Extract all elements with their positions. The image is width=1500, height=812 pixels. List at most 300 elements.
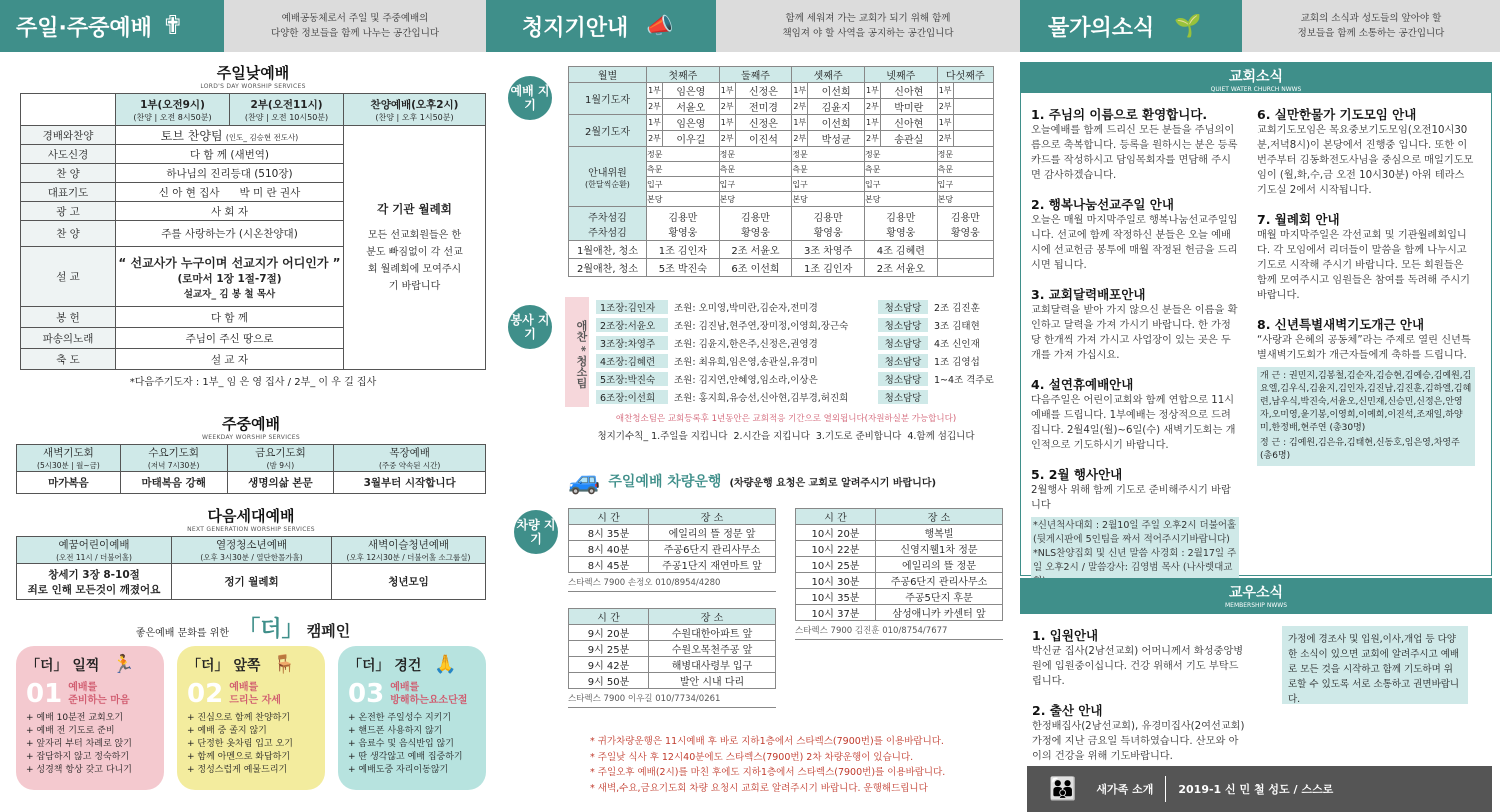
news-heading: 2. 행복나눔선교주일 안내 <box>1031 197 1174 212</box>
post: 정문 <box>864 147 937 162</box>
role: 청소담당 <box>878 300 928 314</box>
row-label: 광 고 <box>21 202 116 221</box>
card-item: + 핸드폰 사용하지 않기 <box>348 726 443 736</box>
cell: 2조 서윤오 <box>719 241 792 259</box>
bu: 2부 <box>864 99 880 115</box>
car-note: * 새벽,수요,금요기도회 차량 요청시 교회로 알려주시기 바랍니다. 운행해드립니다 <box>590 782 928 794</box>
col-sub: (오전 11시 / 더불어홀) <box>56 553 132 562</box>
col-head: 시 간 <box>796 509 876 525</box>
members: 조원: 김윤지,한은주,신정은,권영경 <box>674 339 818 350</box>
row-label: 파송의노래 <box>21 328 116 349</box>
row-value: 주님이 주신 땅으로 <box>116 328 344 349</box>
nextgen-service <box>16 505 486 600</box>
col-head: 다섯째주 <box>937 67 993 83</box>
attendance-box <box>1257 367 1475 466</box>
bu: 1부 <box>937 115 953 131</box>
cell <box>953 83 993 99</box>
team: 4조장:김혜련 <box>596 354 668 368</box>
campaign-title <box>0 612 486 643</box>
attendance: 개 근 : 권민지,김봉철,김순자,김승현,김예승,김예원,김요엘,김우식,김윤지,김인자,김진남,김진훈,김하엘,김혜련,남우식,박진숙,서윤오,신민재,신승민,신정은,안영자,오미영,윤기봉,이영희,이예희,이진석,조재일,하양미,한정배,현주연 (총30명) <box>1260 371 1472 433</box>
col-head: 예꿈어린이예배 <box>58 539 130 551</box>
cell: 10시 35분 <box>796 589 876 605</box>
cell: 주공6단지 관리사무소 <box>876 573 1003 589</box>
usher-circle: 예배 지기 <box>508 76 552 120</box>
cell: 신아현 <box>880 115 937 131</box>
car-note: * 주일낮 식사 후 12시40분에도 스타렉스(7900번) 2차 차량운행이 있습니다. <box>590 751 914 763</box>
cell-value: 죄로 인해 모든것이 깨졌어요 <box>27 583 161 596</box>
bu: 2부 <box>647 131 663 147</box>
section-subtitle: LORD'S DAY WORSHIP SERVICES <box>200 83 306 90</box>
card-item: + 음료수 및 음식반입 않기 <box>348 739 454 749</box>
service-row <box>596 388 1006 406</box>
section-title: 다음세대예배 <box>207 507 295 525</box>
driver: 스타렉스 7900 이우길 010/7734/0261 <box>568 689 776 708</box>
post: 입구 <box>647 177 720 192</box>
post: 본당 <box>647 192 720 207</box>
col-head: 수요기도회 <box>148 447 200 459</box>
cell <box>937 241 993 259</box>
col-head: 장 소 <box>649 609 776 625</box>
bu: 2부 <box>719 131 735 147</box>
row-value: 하나님의 진리등대 (510장) <box>116 164 344 183</box>
row-extra: (인도_ 김승현 전도사) <box>225 132 299 142</box>
cell: 1조 김인자 <box>792 259 865 277</box>
attendance: 정 근 : 김예원,김은유,김태현,신동호,임은영,차영주 (총6명) <box>1260 438 1460 461</box>
section-title: 주중예배 <box>222 415 280 433</box>
member-title: 교우소식 <box>1228 585 1284 601</box>
bu: 1부 <box>864 115 880 131</box>
cell: 2조 서윤오 <box>864 259 937 277</box>
col-head: 넷째주 <box>864 67 937 83</box>
section-subtitle: WEEKDAY WORSHIP SERVICES <box>202 434 300 441</box>
car-circle: 차량 지기 <box>514 510 558 554</box>
cell: 10시 20분 <box>796 525 876 541</box>
col-head: 열정청소년예배 <box>215 539 287 551</box>
newfamily-label: 새가족 소개 <box>1096 783 1154 796</box>
next-prayer: *다음주기도자 : 1부_ 임 은 영 집사 / 2부_ 이 우 길 집사 <box>129 377 377 388</box>
news-body: 매월 마지막주일은 각선교회 및 기관월례회입니다. 각 모임에서 리더들이 말씀을 함께 나누시고 기도로 시작해 주시기 바랍니다. 모든 회원들은 함께 모여주시고 임원들은 참여를 독려해 주시기 바랍니다. <box>1257 230 1471 301</box>
car-note: * 귀가차량운행은 11시예배 후 바로 지하1층에서 스타렉스(7900번)를 이용바랍니다. <box>590 736 944 747</box>
member-col-left <box>1020 614 1258 764</box>
cell <box>953 131 993 147</box>
card-h: 드리는 자세 <box>229 695 281 706</box>
cell: 김용만 <box>886 212 916 224</box>
row-value: 주를 사랑하는가 (시온찬양대) <box>116 221 344 247</box>
news-heading: 1. 주님의 이름으로 환영합니다. <box>1031 107 1208 122</box>
bu: 2부 <box>647 99 663 115</box>
news-body: 다음주일은 어린이교회와 함께 연합으로 11시예배를 드립니다. 1부예배는 정상적으로 드려집니다. 2월4일(월)~6일(수) 새벽기도회는 개인적으로 기도하시기 바랍니다. <box>1031 395 1236 451</box>
col-sub: (찬양 | 오전 10시50분) <box>244 112 329 122</box>
card-word: 일찍 <box>72 658 100 674</box>
row-value: 신 아 현 집사 박 미 란 권사 <box>116 183 344 202</box>
news-heading: 8. 신년특별새벽기도개근 안내 <box>1257 317 1425 332</box>
card-item: + 예배 10분전 교회오기 <box>26 713 124 723</box>
cell: 9시 42분 <box>569 657 649 673</box>
col-sub: (밤 9시) <box>266 461 295 470</box>
col-sub: (주중 약속된 시간) <box>378 461 441 470</box>
post: 정문 <box>719 147 792 162</box>
cell: 이진석 <box>735 131 792 147</box>
row-value: 다 함 께 <box>116 307 344 328</box>
campaign-card <box>16 646 164 790</box>
megaphone-icon: 📣 <box>646 13 674 39</box>
bu: 2부 <box>937 99 953 115</box>
cell: 서윤오 <box>663 99 720 115</box>
cell: 3조 차영주 <box>792 241 865 259</box>
cell: 9시 50분 <box>569 673 649 689</box>
post: 측문 <box>937 162 993 177</box>
post: 입구 <box>937 177 993 192</box>
cell: 발안 시내 다리 <box>649 673 776 689</box>
news-heading: 6. 실만한물가 기도모임 안내 <box>1257 107 1417 122</box>
card-num: 03 <box>348 679 385 709</box>
row-label: 2월기도자 <box>569 115 647 147</box>
news-heading: 7. 월례회 안내 <box>1257 212 1340 227</box>
cell: 4조 김혜련 <box>864 241 937 259</box>
cell: 황영웅 <box>740 227 770 239</box>
weekday-table <box>16 444 486 494</box>
header-news <box>1020 0 1500 52</box>
cell: 행복빌 <box>876 525 1003 541</box>
running-icon: 🏃 <box>112 654 135 675</box>
news-heading: 3. 교회달력배포안내 <box>1031 287 1146 302</box>
post: 측문 <box>647 162 720 177</box>
member-bar <box>1020 578 1492 614</box>
team: 1조장:김인자 <box>596 300 668 314</box>
post: 측문 <box>864 162 937 177</box>
cell: 송관실 <box>880 131 937 147</box>
cell: 삼성애니카 카센터 앞 <box>876 605 1003 621</box>
role: 청소담당 <box>878 318 928 332</box>
side-text: 모든 선교회원들은 한분도 빠짐없이 각 선교회 월례회에 모여주시기 바랍니다 <box>366 229 463 292</box>
post: 입구 <box>719 177 792 192</box>
member-heading: 2. 출산 안내 <box>1032 703 1103 718</box>
news-col-right <box>1249 93 1483 591</box>
service-row <box>596 298 1006 316</box>
car-table-2 <box>795 508 1003 640</box>
team: 2조장:서윤오 <box>596 318 668 332</box>
col-sub: (찬양 | 오전 8시50분) <box>133 112 212 122</box>
service-table <box>596 298 1006 406</box>
col-head: 목장예배 <box>389 447 430 459</box>
bu: 1부 <box>792 83 808 99</box>
cell: 10시 22분 <box>796 541 876 557</box>
col-sub: (저녁 7시30분) <box>147 461 200 470</box>
row-label: 설 교 <box>21 247 116 307</box>
row-label: 축 도 <box>21 349 116 370</box>
post: 본당 <box>937 192 993 207</box>
row-value: 사 회 자 <box>116 202 344 221</box>
cell-value: 마가복음 <box>17 472 121 494</box>
cell: 신영지웰1차 정문 <box>876 541 1003 557</box>
post: 측문 <box>792 162 865 177</box>
cell: 10시 25분 <box>796 557 876 573</box>
guide-sub: (한달씩순환) <box>585 179 630 189</box>
cell <box>953 99 993 115</box>
news-bar <box>1021 63 1491 93</box>
service-row <box>596 370 1006 388</box>
bu: 1부 <box>864 83 880 99</box>
who: 4조 신인재 <box>934 339 980 350</box>
row-label: 1월애찬, 청소 <box>569 241 647 259</box>
row-label: 1월기도자 <box>569 83 647 115</box>
car-title <box>568 466 936 496</box>
row-label: 사도신경 <box>21 145 116 164</box>
card-item: + 딴 생각않고 예배 집중하기 <box>348 752 463 762</box>
col-head: 둘째주 <box>719 67 792 83</box>
card-item: + 잡담하지 않고 정숙하기 <box>26 752 130 762</box>
bu: 2부 <box>792 99 808 115</box>
news-events: *신년척사대회 : 2월10일 주일 오후2시 더불어홀 (뒷게시판에 5인팀을 짜서 적어주시기바랍니다) *NLS찬양집회 및 신년 말씀 사경회 : 2월17일 주일 오후2시 / 말씀강사: 김영범 목사 (나사렛대교 <box>1031 517 1239 591</box>
section-title: 주일낮예배 <box>216 64 290 82</box>
post: 정문 <box>647 147 720 162</box>
col-head: 월별 <box>569 67 647 83</box>
card-item: + 함께 아멘으로 화답하기 <box>187 752 291 762</box>
card-item: + 온전한 주일성수 지키기 <box>348 713 452 723</box>
service-note: 애찬청소팀은 교회등록후 1년동안은 교회적응 기간으로 열외됩니다(자원하실분 가능합니다) <box>615 414 957 424</box>
news-body: 2월행사 위해 함께 기도로 준비해주시기 바랍니다 <box>1031 485 1231 511</box>
row-value: 토브 찬양팀 <box>160 128 223 143</box>
members: 조원: 오미영,박미란,김순자,전미경 <box>674 303 818 314</box>
sunday-table <box>20 93 486 370</box>
card-word: 경건 <box>394 658 422 674</box>
who: 3조 김태현 <box>934 321 980 332</box>
news-subtitle: QUIET WATER CHURCH NWWS <box>1210 86 1302 93</box>
car-subtitle: (차량운행 요청은 교회로 알려주시기 바랍니다) <box>729 477 937 489</box>
cell: 김용만 <box>813 212 843 224</box>
sunday-service <box>20 62 486 388</box>
team: 5조장:박진숙 <box>596 372 668 386</box>
cell: 김용만 <box>668 212 698 224</box>
news-body: 오늘은 매월 마지막주일로 행복나눔선교주일입니다. 선교에 함께 작정하신 분들은 오늘 예배 시에 선교헌금 봉투에 매월 작정된 헌금을 드리시면 됩니다. <box>1031 215 1238 271</box>
park-label: 주차섬김 <box>588 212 627 224</box>
post: 입구 <box>792 177 865 192</box>
cell: 이우길 <box>663 131 720 147</box>
car-title-text: 주일예배 차량운행 <box>608 474 722 490</box>
row-label: 찬 양 <box>21 221 116 247</box>
cell: 황영웅 <box>886 227 916 239</box>
campaign-logo: 「더」 <box>238 617 304 642</box>
driver: 스타렉스 7900 김진훈 010/8754/7677 <box>795 621 1003 640</box>
role: 청소담당 <box>878 336 928 350</box>
church-news <box>1020 62 1492 576</box>
cell: 5조 박진숙 <box>647 259 720 277</box>
post: 본당 <box>792 192 865 207</box>
service-side-label: 애찬 * 청소팀 <box>565 297 589 407</box>
driver: 스타렉스 7900 손정오 010/8954/4280 <box>568 573 776 592</box>
header-title: 주일·주중예배 ✟ <box>0 0 224 52</box>
member-heading: 1. 입원안내 <box>1032 628 1099 643</box>
col-sub: (찬양 | 오후 1시50분) <box>375 112 454 122</box>
col-head: 새벽이슬청년예배 <box>367 539 450 551</box>
who: 1조 김영섭 <box>934 357 980 368</box>
service-row <box>596 316 1006 334</box>
campaign-card <box>338 646 486 790</box>
cell: 김용만 <box>950 212 980 224</box>
car-table-1 <box>568 508 776 592</box>
cell: 신아현 <box>880 83 937 99</box>
row-label: 봉 헌 <box>21 307 116 328</box>
member-box: 가정에 경조사 및 입원,이사,개업 등 다양한 소식이 있으면 교회에 알려주시고 예배로 모든 것을 시작하고 함께 기도하며 위로할 수 있도록 서로 소통하고 권면바랍니다. <box>1282 626 1468 704</box>
card-num: 02 <box>187 679 224 709</box>
bu: 1부 <box>937 83 953 99</box>
member-body: 한정배집사(2남선교회), 유경미집사(2여선교회) 가정에 지난 금요일 득녀하였습니다. 산모와 아이의 건강을 위해 기도바랍니다. <box>1032 721 1245 762</box>
card-item: + 진심으로 함께 찬양하기 <box>187 713 291 723</box>
card-item: + 정성스럽게 예물드리기 <box>187 765 288 775</box>
card-item: + 예배 중 졸지 않기 <box>187 726 267 736</box>
post: 본당 <box>864 192 937 207</box>
campaign-card <box>177 646 325 790</box>
cell <box>937 259 993 277</box>
card-h: 준비하는 마음 <box>68 695 130 706</box>
header-desc: 예배공동체로서 주일 및 주중예배의 다양한 정보들을 함께 나누는 공간입니다 <box>224 0 486 52</box>
member-subtitle: MEMBERSHIP NWWS <box>1225 602 1287 609</box>
sermon-scripture: (로마서 1장 1절-7절) <box>177 272 282 285</box>
bu: 2부 <box>792 131 808 147</box>
card-word: 앞쪽 <box>233 658 261 674</box>
card-h: 예배를 <box>68 682 98 693</box>
col-head: 찬양예배(오후2시) <box>370 98 459 111</box>
cell: 황영웅 <box>668 227 698 239</box>
family-icon: 👪 <box>1049 776 1077 802</box>
card-tag: 「더」 <box>348 658 390 674</box>
campaign-pre: 좋은예배 문화를 위한 <box>135 628 230 639</box>
row-label: 대표기도 <box>21 183 116 202</box>
team: 3조장:차영주 <box>596 336 668 350</box>
header-notice <box>486 0 1020 52</box>
sermon-preacher: 설교자_ 김 봉 철 목사 <box>183 288 276 300</box>
bu: 1부 <box>719 83 735 99</box>
role: 청소담당 <box>878 354 928 368</box>
news-title: 교회소식 <box>1228 69 1284 85</box>
bu: 1부 <box>647 115 663 131</box>
cell: 수원오목천주공 앞 <box>649 641 776 657</box>
news-heading: 4. 설연휴예배안내 <box>1031 377 1134 392</box>
news-col-left <box>1021 93 1249 591</box>
cell: 8시 35분 <box>569 525 649 541</box>
role: 청소담당 <box>878 390 928 404</box>
bu: 1부 <box>719 115 735 131</box>
cell: 김용만 <box>740 212 770 224</box>
header-sunday <box>0 0 486 52</box>
cell: 이선희 <box>808 115 865 131</box>
member-body: 박신균 집사(2남선교회) 어머니께서 화성중앙병원에 입원중이십니다. 건강 위해서 기도 부탁드립니다. <box>1032 646 1244 687</box>
cell: 임은영 <box>663 83 720 99</box>
sitting-icon: 🪑 <box>273 654 296 675</box>
card-h: 방해하는요소단절 <box>390 695 468 706</box>
cell: 박성균 <box>808 131 865 147</box>
campaign-word: 캠페인 <box>306 622 351 640</box>
who: 2조 김진훈 <box>934 303 980 314</box>
col-sub: (5시30분 | 월~금) <box>37 461 100 470</box>
bu: 1부 <box>647 83 663 99</box>
cell: 9시 20분 <box>569 625 649 641</box>
cell: 김윤지 <box>808 99 865 115</box>
row-value: 다 함 께 (새번역) <box>116 145 344 164</box>
cell: 6조 이선희 <box>719 259 792 277</box>
usher-table <box>568 66 994 277</box>
card-tag: 「더」 <box>26 658 68 674</box>
news-body: “사랑과 은혜의 공동체”라는 주제로 열린 신년특별새벽기도회가 개근자들에게 축하를 드립니다. <box>1257 335 1471 361</box>
team: 6조장:이선희 <box>596 390 668 404</box>
cell: 주공1단지 재연마트 앞 <box>649 557 776 573</box>
newfamily-bar <box>1027 766 1492 812</box>
cell: 10시 37분 <box>796 605 876 621</box>
header-desc: 교회의 소식과 성도들의 앞아야 할 정보들을 함께 소통하는 공간입니다 <box>1242 0 1500 52</box>
card-item: + 성경책 항상 갖고 다니기 <box>26 765 132 775</box>
col-sub: (오후 12시30분 / 더불어홀 소그룹실) <box>346 553 471 562</box>
cell: 수원대한아파트 앞 <box>649 625 776 641</box>
members: 조원: 홍지희,유승선,신아현,김부경,허진희 <box>674 393 849 404</box>
post: 정문 <box>937 147 993 162</box>
row-label: 찬 양 <box>21 164 116 183</box>
col-head: 장 소 <box>649 509 776 525</box>
car-table-3 <box>568 608 776 708</box>
side-title: 각 기관 월례회 <box>377 201 452 216</box>
members: 조원: 김진남,현주연,장미정,이영희,장근숙 <box>674 321 849 332</box>
card-h: 예배를 <box>390 682 420 693</box>
bu: 2부 <box>719 99 735 115</box>
members: 조원: 최유희,임은영,송관실,유경미 <box>674 357 818 368</box>
service-circle: 봉사 지기 <box>508 305 552 349</box>
newfamily-value: 2019-1 신 민 철 성도 / 스스로 <box>1178 783 1334 796</box>
row-value: 설 교 자 <box>116 349 344 370</box>
cell <box>953 115 993 131</box>
post: 입구 <box>864 177 937 192</box>
col-head: 시 간 <box>569 509 649 525</box>
header-title: 청지기안내 📣 <box>486 0 716 52</box>
cell: 전미경 <box>735 99 792 115</box>
cell: 임은영 <box>663 115 720 131</box>
service-row <box>596 334 1006 352</box>
cell: 에일리의 뜰 정문 <box>876 557 1003 573</box>
col-head: 첫째주 <box>647 67 720 83</box>
cell: 8시 45분 <box>569 557 649 573</box>
card-item: + 예배도중 자리이동않기 <box>348 765 449 775</box>
col-head: 장 소 <box>876 509 1003 525</box>
card-item: + 단정한 옷차림 입고 오기 <box>187 739 293 749</box>
service-motto: 청지기수칙_ 1.주일을 지킵니다 2.시간을 지킵니다 3.기도로 준비합니다 4.함께 섬깁니다 <box>597 431 975 442</box>
post: 측문 <box>719 162 792 177</box>
bu: 2부 <box>864 131 880 147</box>
nextgen-table <box>16 536 486 600</box>
weekday-service <box>16 413 486 494</box>
usher-section <box>568 66 994 277</box>
cell-value: 정기 월례회 <box>172 564 332 600</box>
row-label: 경배와찬양 <box>21 126 116 145</box>
car-icon: 🚙 <box>568 466 601 496</box>
cell: 황영웅 <box>950 227 980 239</box>
post: 정문 <box>792 147 865 162</box>
cell-value: 마태복음 강해 <box>120 472 227 494</box>
col-head: 셋째주 <box>792 67 865 83</box>
card-tag: 「더」 <box>187 658 229 674</box>
card-num: 01 <box>26 679 63 709</box>
col-sub: (오후 3시30분 / 열단한몰가홀) <box>200 553 303 562</box>
cell: 8시 40분 <box>569 541 649 557</box>
section-subtitle: NEXT GENERATION WORSHIP SERVICES <box>187 526 315 533</box>
car-notes <box>590 734 1010 796</box>
cell: 주공5단지 후문 <box>876 589 1003 605</box>
cell: 9시 25분 <box>569 641 649 657</box>
news-body: 교회기도모임은 목요중보기도모임(오전10시30분,저녁8시)이 본당에서 진행중 입니다. 또한 이번주부터 김동화전도사님을 중심으로 매일기도모임이 (월,화,수,금 오전 10시30분) 아위 테라스 기도실 2에서 시작됩니다. <box>1257 125 1474 196</box>
role: 청소담당 <box>878 372 928 386</box>
header-desc: 함께 세워져 가는 교회가 되기 위해 함께 책임져 야 할 사역을 공지하는 공간입니다 <box>716 0 1020 52</box>
plant-hand-icon: 🌱 <box>1174 13 1202 39</box>
cell: 박미란 <box>880 99 937 115</box>
cell-value: 3월부터 시작합니다 <box>334 472 486 494</box>
news-body: 교회달력을 받아 가지 않으신 분들은 이름을 확인하고 달력을 가져 가시기 바랍니다. 한 가정당 한개씩 가져 가시고 사업장이 있는 곳은 두 개를 가져 가십시요. <box>1031 305 1238 361</box>
